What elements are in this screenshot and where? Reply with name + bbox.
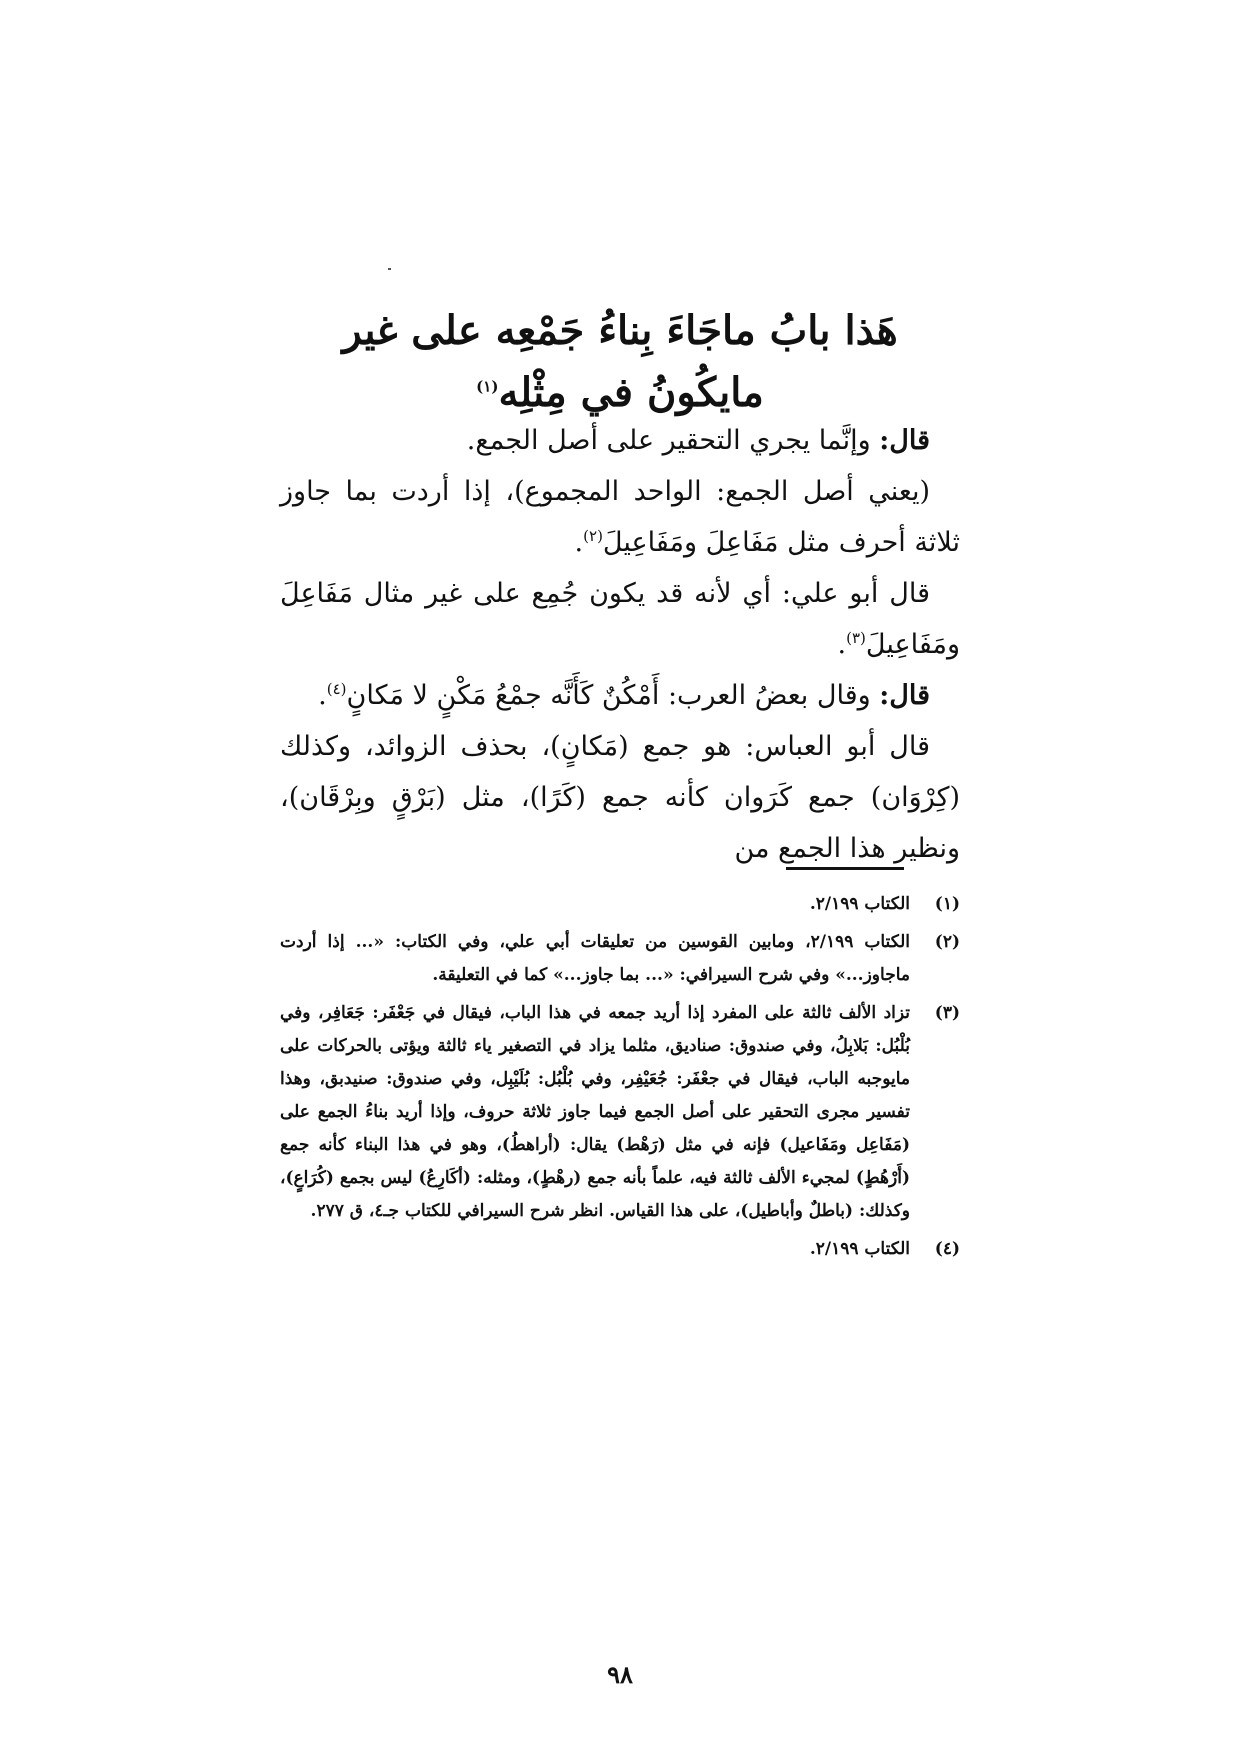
paragraph-text: (يعني أصل الجمع: الواحد المجموع)، إذا أردت بما جاوز ثلاثة أحرف مثل مَفَاعِلَ ومَفَاعِيلَ bbox=[280, 476, 960, 558]
footnote-number: (٣) bbox=[934, 1003, 960, 1023]
paragraph-5 bbox=[280, 721, 960, 874]
paragraph-text: قال أبو العباس: هو جمع (مَكانٍ)، بحذف الزوائد، وكذلك (كِرْوَان) جمع كَرَوان كأنه جمع (كَرًا)، مثل (بَرْقٍ وبِرْقَان)، ونظير هذا الجمع من bbox=[280, 731, 960, 864]
footnote-number: (١) bbox=[934, 894, 960, 914]
footnote-ref-3[interactable]: (٣) bbox=[846, 629, 866, 647]
footnote-ref-4[interactable]: (٤) bbox=[326, 680, 347, 698]
scan-speck bbox=[388, 268, 391, 270]
chapter-title-line-1: هَذا بابُ ماجَاءَ بِناءُ جَمْعِه على غير bbox=[342, 307, 898, 354]
footnote-ref-2[interactable]: (٢) bbox=[583, 527, 603, 545]
footnote-ref-1[interactable]: (١) bbox=[476, 377, 499, 396]
paragraph-tail: . bbox=[318, 680, 327, 711]
footnote-1 bbox=[280, 888, 960, 921]
paragraph-tail: . bbox=[574, 527, 584, 558]
paragraph-4 bbox=[280, 670, 960, 721]
paragraph-text: وإنَّما يجري التحقير على أصل الجمع. bbox=[466, 425, 880, 456]
footnote-2 bbox=[280, 926, 960, 992]
footnote-4 bbox=[280, 1233, 960, 1266]
chapter-title bbox=[280, 300, 960, 424]
main-text bbox=[280, 415, 960, 874]
speaker-label: قال: bbox=[879, 425, 930, 456]
footnote-text: الكتاب ٢/١٩٩. bbox=[809, 1239, 910, 1259]
footnotes bbox=[280, 888, 960, 1271]
footnote-3 bbox=[280, 997, 960, 1228]
paragraph-3 bbox=[280, 568, 960, 670]
paragraph-text: قال أبو علي: أي لأنه قد يكون جُمِع على غير مثال مَفَاعِلَ ومَفَاعِيلَ bbox=[280, 578, 960, 660]
speaker-label: قال: bbox=[879, 680, 930, 711]
footnote-text: تزاد الألف ثالثة على المفرد إذا أريد جمعه في هذا الباب، فيقال في جَعْفَر: جَعَافِر، وفي بُلْبُل: بَلابِلُ، وفي صندوق: صناديق، مثلما يزاد في التصغير ياء ثالثة ويؤتى بالحركات على مايوجبه الباب، فيقال في جعْفَر: جُعَيْفِر، وفي بُلْبُل: بُلَيْبِل، وفي صندوق: صنيدبق، وهذا تفسير مجرى التحقير على أصل الجمع فيما جاوز ثلاثة حروف، وإذا أريد بناءُ الجمع على (مَفَاعِل ومَفَاعيل) فإنه في مثل (رَهْط) يقال: (أراهطُ)، وهو في هذا البناء كأنه جمع (أَرْهُطٍ) لمجيء الألف ثالثة فيه، علماً بأنه جمع (رهْطٍ)، ومثله: (أكَارِعُ) ليس بجمع (كُرَاعٍ)، وكذلك: (باطلٌ وأباطيل)، على هذا القياس. انظر شرح السيرافي للكتاب جـ٤، ق ٢٧٧. bbox=[280, 1003, 910, 1221]
footnote-text: الكتاب ٢/١٩٩. bbox=[809, 894, 910, 914]
paragraph-tail: . bbox=[837, 629, 847, 660]
paragraph-2 bbox=[280, 466, 960, 568]
footnote-text: الكتاب ٢/١٩٩، ومابين القوسين من تعليقات أبي علي، وفي الكتاب: «... إذا أردت ماجاوز...» وفي شرح السيرافي: «... بما جاوز...» كما في التعليقة. bbox=[280, 932, 910, 985]
chapter-title-line-2-text: مايكُونُ في مِثْلِه bbox=[498, 369, 764, 416]
footnote-number: (٤) bbox=[934, 1239, 960, 1259]
page-number: ٩٨ bbox=[607, 1660, 633, 1689]
footnote-separator bbox=[786, 867, 904, 870]
paragraph-1 bbox=[280, 415, 960, 466]
paragraph-text: وقال بعضُ العرب: أَمْكُنٌ كَأَنَّه جمْعُ مَكْنٍ لا مَكانٍ bbox=[346, 680, 880, 711]
footnote-number: (٢) bbox=[934, 932, 960, 952]
